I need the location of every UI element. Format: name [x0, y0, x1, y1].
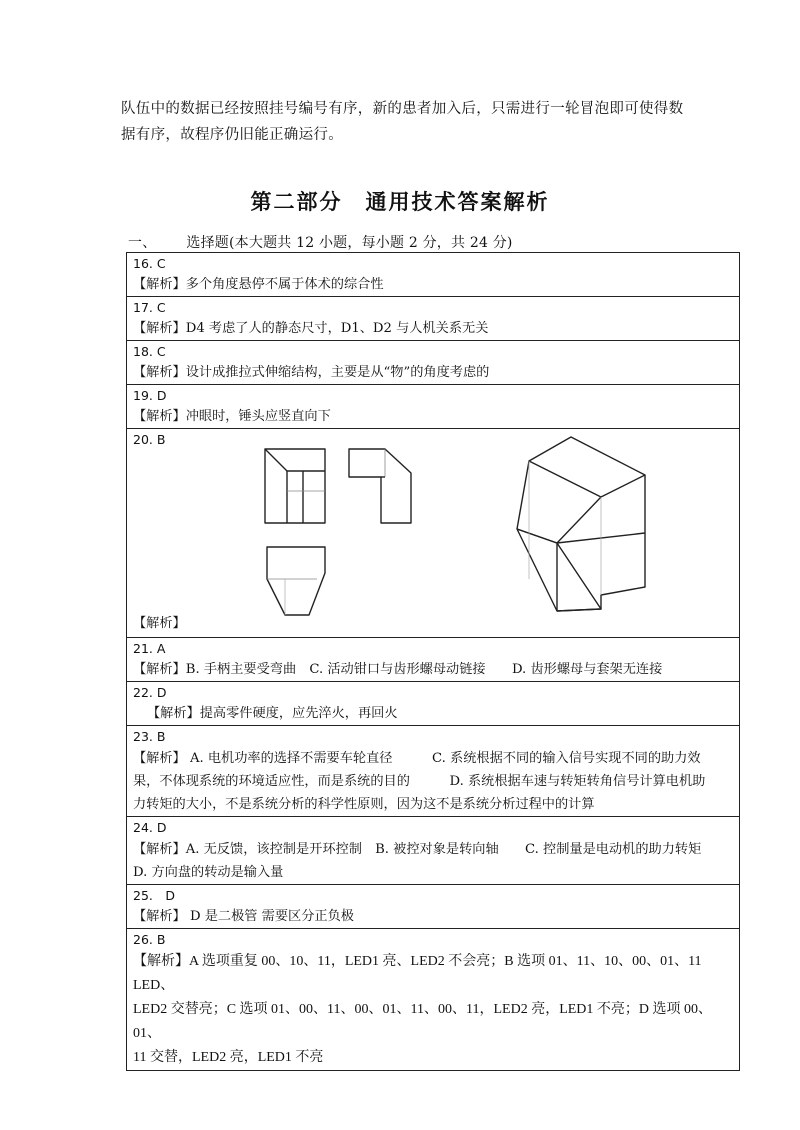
part-title: 第二部分 通用技术答案解析 — [250, 189, 550, 214]
analysis-text — [133, 318, 733, 340]
analysis-text — [133, 274, 733, 296]
answer-row-24 — [127, 817, 739, 885]
section-heading — [128, 232, 513, 252]
section-number: 一、 — [128, 235, 157, 251]
question-number: 25. D — [133, 888, 176, 903]
analysis-line: D4 考虑了人的静态尺寸，D1、D2 与人机关系无关 — [185, 321, 489, 336]
question-number: 17. C — [133, 300, 166, 315]
answer-row-25 — [127, 885, 739, 929]
question-number: 18. C — [133, 344, 166, 359]
analysis-text — [133, 906, 733, 928]
analysis-text — [133, 838, 733, 861]
answer-row-21 — [127, 638, 739, 682]
analysis-tag: 【解析】 — [133, 842, 186, 857]
analysis-text — [133, 747, 733, 770]
section-label: 选择题(本大题共 12 小题，每小题 2 分，共 24 分) — [186, 235, 513, 251]
question-number: 20. B — [133, 432, 166, 447]
analysis-line: 设计成推拉式伸缩结构，主要是从“物”的角度考虑的 — [185, 365, 490, 380]
analysis-tag: 【解析】 — [133, 751, 186, 766]
analysis-tag: 【解析】 — [133, 662, 186, 677]
side-view-drawing — [349, 449, 411, 523]
question-number: 21. A — [133, 641, 166, 656]
analysis-line: 11 交替，LED2 亮，LED1 不亮 — [133, 1050, 324, 1065]
analysis-line: 多个角度悬停不属于体术的综合性 — [185, 277, 384, 292]
isometric-drawing — [517, 437, 645, 611]
answer-row-23 — [127, 726, 739, 817]
analysis-tag: 【解析】 — [133, 321, 186, 336]
analysis-tag: 【解析】 — [133, 909, 186, 924]
answer-row-19 — [127, 385, 739, 429]
analysis-text — [133, 613, 186, 635]
analysis-line: A. 电机功率的选择不需要车轮直径 C. 系统根据不同的输入信号实现不同的助力效 — [185, 751, 701, 766]
analysis-line: 冲眼时，锤头应竖直向下 — [185, 409, 331, 424]
analysis-line: 提高零件硬度，应先淬火，再回火 — [199, 706, 398, 721]
question-number: 23. B — [133, 729, 166, 744]
analysis-tag: 【解析】 — [133, 409, 186, 424]
intro-line-1: 队伍中的数据已经按照挂号编号有序，新的患者加入后，只需进行一轮冒泡即可使得数 — [121, 101, 684, 117]
intro-line-2: 据有序，故程序仍旧能正确运行。 — [121, 127, 343, 143]
question-number: 24. D — [133, 820, 167, 835]
analysis-line: 果，不体现系统的环境适应性，而是系统的目的 D. 系统根据车速与转矩转角信号计算电机助 — [133, 774, 706, 789]
answer-row-18 — [127, 341, 739, 385]
answer-row-20 — [127, 429, 739, 638]
analysis-text — [133, 659, 733, 681]
question-number: 26. B — [133, 932, 166, 947]
answer-row-16 — [127, 253, 739, 297]
answer-row-26 — [127, 929, 739, 1070]
analysis-tag: 【解析】 — [147, 706, 200, 721]
top-view-drawing — [267, 547, 325, 615]
three-view-and-isometric-drawing — [127, 429, 739, 637]
analysis-line: D 是二极管 需要区分正负极 — [185, 909, 354, 924]
intro-paragraph — [121, 96, 691, 148]
front-view-drawing — [265, 449, 325, 523]
analysis-line: D. 方向盘的转动是输入量 — [133, 865, 284, 880]
analysis-line: A 选项重复 00、10、11，LED1 亮、LED2 不会亮；B 选项 01、11、10、00、01、11 LED、 — [133, 954, 702, 993]
analysis-line: 力转矩的大小，不是系统分析的科学性原则，因为这不是系统分析过程中的计算 — [133, 797, 595, 812]
analysis-text — [133, 406, 733, 428]
analysis-text — [133, 703, 733, 725]
analysis-tag: 【解析】 — [133, 616, 186, 631]
analysis-tag: 【解析】 — [133, 954, 189, 969]
analysis-line: LED2 交替亮；C 选项 01、00、11、00、01、11、00、11，LED2 亮，LED1 不亮；D 选项 00、01、 — [133, 1002, 713, 1041]
question-number: 19. D — [133, 388, 167, 403]
answer-row-22 — [127, 682, 739, 726]
answer-row-17 — [127, 297, 739, 341]
analysis-line: B. 手柄主要受弯曲 C. 活动钳口与齿形螺母动链接 D. 齿形螺母与套架无连接 — [185, 662, 663, 677]
analysis-tag: 【解析】 — [133, 365, 186, 380]
answer-table — [126, 252, 740, 1071]
analysis-line: A. 无反馈，该控制是开环控制 B. 被控对象是转向轴 C. 控制量是电动机的助力转矩 — [185, 842, 702, 857]
question-number: 16. C — [133, 256, 166, 271]
analysis-tag: 【解析】 — [133, 277, 186, 292]
analysis-text — [133, 950, 733, 998]
analysis-text — [133, 362, 733, 384]
question-number: 22. D — [133, 685, 167, 700]
